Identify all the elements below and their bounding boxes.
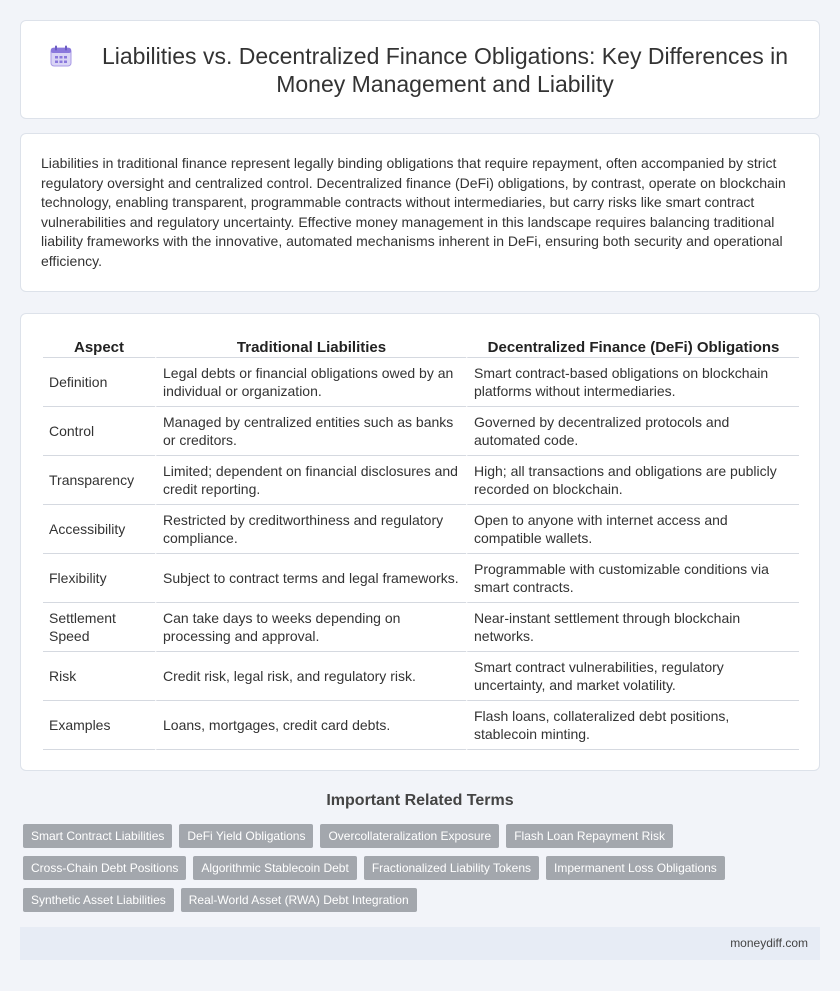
comparison-card — [20, 313, 820, 771]
table-row — [43, 456, 799, 505]
defi-cell: Programmable with customizable conditions via smart contracts. — [466, 554, 799, 603]
table-row — [43, 652, 799, 701]
aspect-cell: Control — [43, 407, 155, 456]
related-terms-title: Important Related Terms — [326, 792, 514, 809]
traditional-cell: Legal debts or financial obligations owed by an individual or organization. — [155, 358, 466, 407]
footer — [20, 927, 820, 960]
related-term-tag[interactable]: Impermanent Loss Obligations — [546, 856, 725, 880]
table-row — [43, 505, 799, 554]
title-wrap — [40, 42, 800, 98]
header-defi: Decentralized Finance (DeFi) Obligations — [466, 334, 799, 358]
table-row — [43, 603, 799, 652]
comparison-table — [43, 334, 799, 750]
aspect-cell: Transparency — [43, 456, 155, 505]
intro-paragraph: Liabilities in traditional finance represent legally binding obligations that require repayment, often accompanied by strict regulatory oversight and centralized control. Decentralized finance (DeFi) obligations, by contrast, operate on blockchain technology, enabling transparent, programmable contracts without intermediaries, but carry risks like smart contract vulnerabilities and regulatory uncertainty. Effective money management in this landscape requires balancing traditional liability frameworks with the innovative, automated mechanisms inherent in DeFi, ensuring both security and operational efficiency. — [41, 155, 786, 269]
related-term-tag[interactable]: Real-World Asset (RWA) Debt Integration — [181, 888, 417, 912]
traditional-cell: Limited; dependent on financial disclosures and credit reporting. — [155, 456, 466, 505]
traditional-cell: Credit risk, legal risk, and regulatory risk. — [155, 652, 466, 701]
related-term-tag[interactable]: Overcollateralization Exposure — [320, 824, 499, 848]
traditional-cell: Can take days to weeks depending on processing and approval. — [155, 603, 466, 652]
defi-cell: Smart contract vulnerabilities, regulatory uncertainty, and market volatility. — [466, 652, 799, 701]
table-header-row — [43, 334, 799, 358]
aspect-cell: Risk — [43, 652, 155, 701]
defi-cell: Smart contract-based obligations on blockchain platforms without intermediaries. — [466, 358, 799, 407]
traditional-cell: Loans, mortgages, credit card debts. — [155, 701, 466, 750]
defi-cell: Flash loans, collateralized debt positions, stablecoin minting. — [466, 701, 799, 750]
defi-cell: High; all transactions and obligations are publicly recorded on blockchain. — [466, 456, 799, 505]
traditional-cell: Managed by centralized entities such as banks or creditors. — [155, 407, 466, 456]
aspect-cell: Examples — [43, 701, 155, 750]
related-term-tag[interactable]: Smart Contract Liabilities — [23, 824, 172, 848]
intro-card — [20, 133, 820, 292]
title-card — [20, 20, 820, 119]
traditional-cell: Subject to contract terms and legal frameworks. — [155, 554, 466, 603]
table-row — [43, 701, 799, 750]
aspect-cell: Definition — [43, 358, 155, 407]
page-title: Liabilities vs. Decentralized Finance Obligations: Key Differences in Money Management and Liability — [101, 42, 789, 97]
traditional-cell: Restricted by creditworthiness and regulatory compliance. — [155, 505, 466, 554]
footer-site-link[interactable]: moneydiff.com — [730, 936, 808, 950]
related-term-tag[interactable]: Synthetic Asset Liabilities — [23, 888, 174, 912]
related-term-tag[interactable]: Cross-Chain Debt Positions — [23, 856, 186, 880]
defi-cell: Open to anyone with internet access and compatible wallets. — [466, 505, 799, 554]
related-term-tag[interactable]: DeFi Yield Obligations — [179, 824, 313, 848]
table-row — [43, 554, 799, 603]
defi-cell: Near-instant settlement through blockchain networks. — [466, 603, 799, 652]
aspect-cell: Flexibility — [43, 554, 155, 603]
header-aspect: Aspect — [43, 334, 155, 358]
related-terms-list — [23, 824, 823, 912]
defi-cell: Governed by decentralized protocols and automated code. — [466, 407, 799, 456]
aspect-cell: Accessibility — [43, 505, 155, 554]
header-traditional: Traditional Liabilities — [155, 334, 466, 358]
table-row — [43, 407, 799, 456]
related-term-tag[interactable]: Fractionalized Liability Tokens — [364, 856, 539, 880]
aspect-cell: Settlement Speed — [43, 603, 155, 652]
related-term-tag[interactable]: Flash Loan Repayment Risk — [506, 824, 673, 848]
table-row — [43, 358, 799, 407]
related-term-tag[interactable]: Algorithmic Stablecoin Debt — [193, 856, 356, 880]
calendar-icon — [50, 45, 72, 67]
